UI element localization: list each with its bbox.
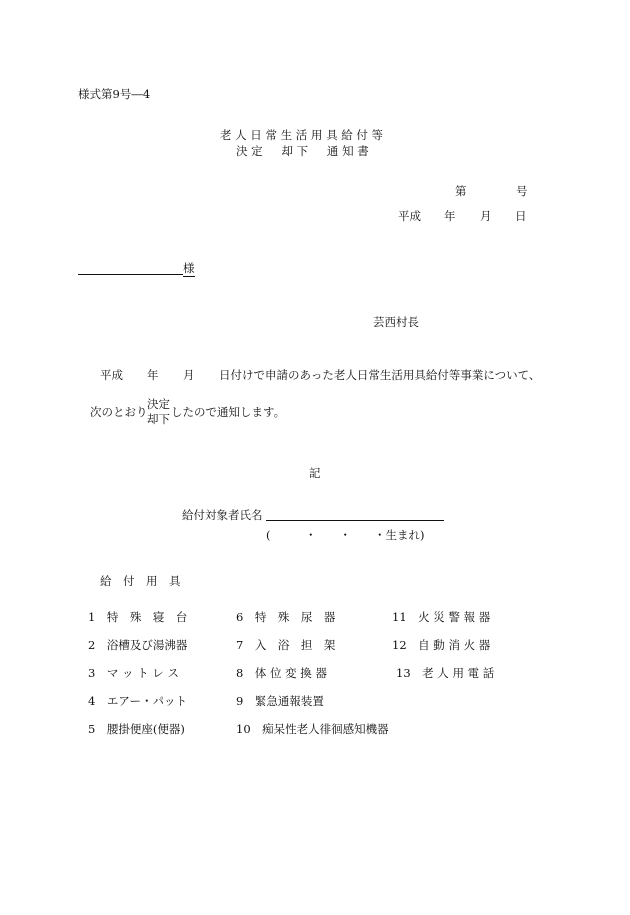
target-name-label: 給付対象者氏名 [182,508,263,522]
body-line2-suffix: したので通知します。 [171,405,286,419]
recipient-name-line [78,274,183,275]
list-item: 1 特 殊 寝 台 [88,610,188,624]
date-year: 年 [444,209,456,223]
body-era: 平成 [100,368,123,382]
doc-number-prefix: 第 [455,184,467,198]
date-month: 月 [480,209,492,223]
body-month: 月 [183,368,195,382]
document-title-line2: 決 定 却 下 通 知 書 [236,144,369,158]
list-item: 8 体 位 変 換 器 [236,666,327,680]
issuer: 芸西村長 [373,315,419,329]
date-day: 日 [515,209,527,223]
date-era: 平成 [398,209,421,223]
body-line1-text: 日付けで申請のあった老人日常生活用具給付等事業について、 [219,368,541,382]
target-name-line [266,520,444,521]
list-item: 12 自 動 消 火 器 [392,638,491,652]
list-item: 7 入 浴 担 架 [236,638,336,652]
items-heading: 給 付 用 具 [100,574,181,588]
recipient-suffix: 様 [183,261,195,275]
list-item: 4 エアー・パット [88,694,187,708]
list-item: 2 浴槽及び湯沸器 [88,638,188,652]
ki-heading: 記 [309,466,321,480]
form-number: 様式第9号―4 [78,87,151,101]
option-rejection: 却下 [147,412,170,426]
list-item: 13 老 人 用 電 話 [396,666,495,680]
list-item: 9 緊急通報装置 [236,694,324,708]
list-item: 10 痴呆性老人徘徊感知機器 [236,722,389,736]
document-title-line1: 老 人 日 常 生 活 用 具 給 付 等 [220,128,384,142]
body-year: 年 [147,368,159,382]
birth-date-line: ( ・ ・ ・生まれ) [266,528,425,542]
list-item: 11 火 災 警 報 器 [392,610,491,624]
option-decision: 決定 [147,397,170,411]
doc-number-suffix: 号 [516,184,528,198]
list-item: 5 腰掛便座(便器) [88,722,185,736]
body-line2-prefix: 次のとおり [90,405,148,419]
list-item: 6 特 殊 尿 器 [236,610,336,624]
list-item: 3 マ ッ ト レ ス [88,666,179,680]
